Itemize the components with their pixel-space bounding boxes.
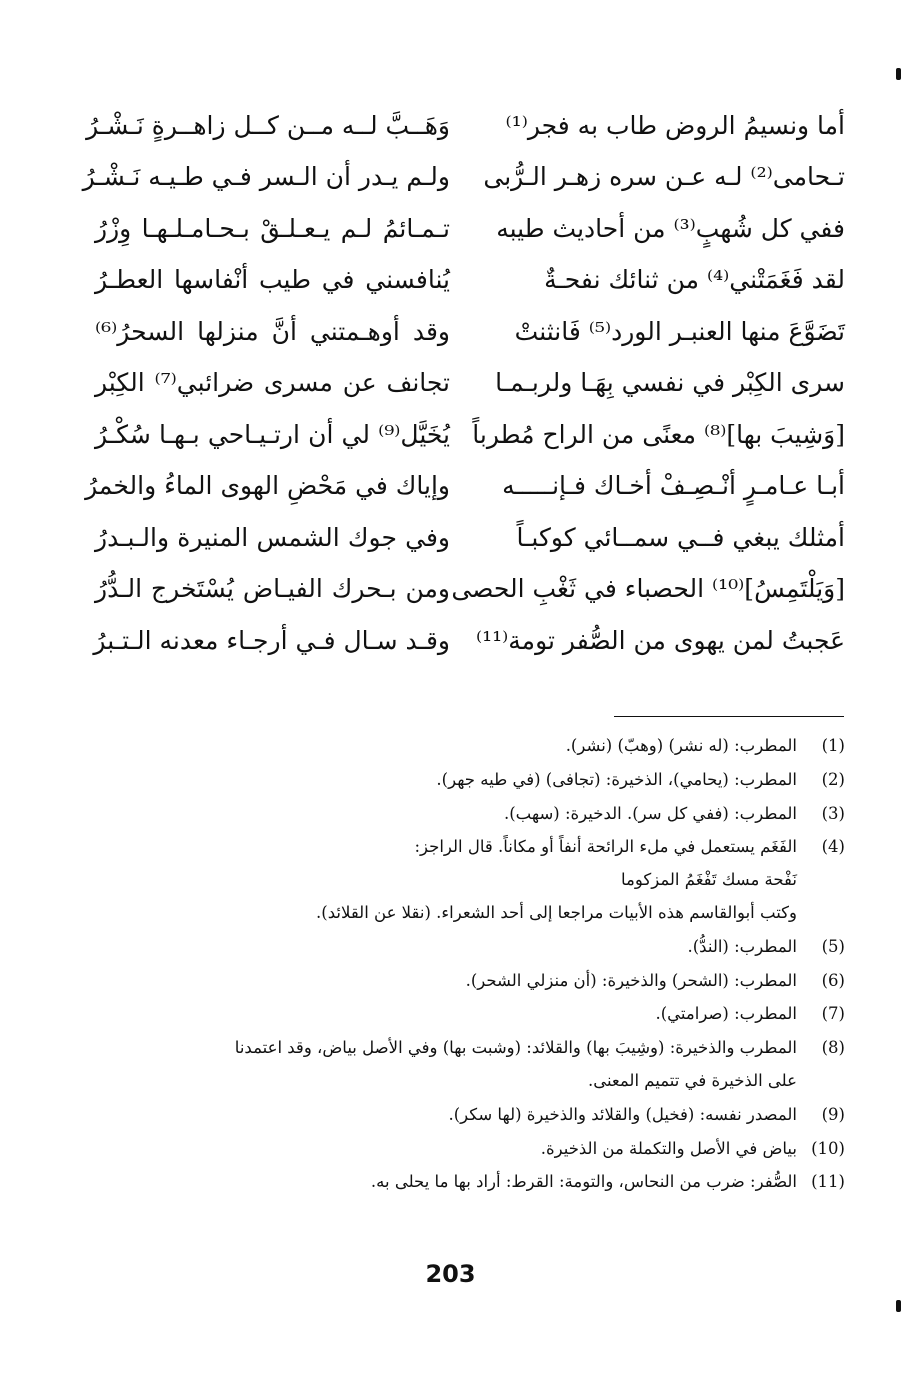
verse-second-hemistich: وفي جوك الشمس المنيرة والـبـدرُ (95, 522, 450, 552)
footnote-quote: نَفْحة مسك تَفْغَمُ المزكوما (620, 870, 797, 890)
poem-verse (95, 306, 845, 358)
footnote-number: (3) (821, 803, 845, 823)
verse-second-hemistich: يُخَيَّل⁽⁹⁾ لي أن ارتـيـاحي بـهـا سُكْـرُ (95, 419, 450, 449)
verse-second-hemistich: وَهَــبَّ لــه مــن كــل زاهــرةٍ نَـشْـرُ (86, 110, 450, 140)
verse-first-hemistich: أما ونسيمُ الروض طاب به فجر⁽¹⁾ (505, 110, 845, 140)
footnote-text: المطرب والذخيرة: (وشِيبَ بها) والقلائد: (وشبت بها) وفي الأصل بياض، وقد اعتمدنا (234, 1038, 797, 1058)
poem-verse (86, 100, 845, 152)
footnotes (108, 736, 845, 1206)
poem-verse (85, 461, 845, 513)
footnote-number: (9) (821, 1104, 845, 1124)
footnote (108, 1139, 845, 1159)
poem (82, 100, 845, 667)
footnote-text: وكتب أبوالقاسم هذه الأبيات مراجعا إلى أحد الشعراء. (نقلا عن القلائد). (316, 902, 797, 922)
poem-verse (95, 409, 845, 461)
footnote (108, 1004, 845, 1024)
poem-verse (82, 152, 845, 204)
footnote-number: (10) (811, 1138, 845, 1158)
footnote-text: الفَغَم يستعمل في ملء الرائحة أنفاً أو مكاناً. قال الراجز: (414, 837, 797, 857)
footnote-text: المطرب: (له نشر) (وهبّ) (نشر). (565, 736, 797, 755)
footnote-number: (11) (811, 1172, 845, 1192)
footnote (108, 736, 845, 756)
poem-verse (95, 203, 845, 255)
poem-verse (95, 358, 845, 410)
footnote-number: (4) (821, 837, 845, 857)
verse-first-hemistich: ففي كل شُهبٍ⁽³⁾ من أحاديث طيبه (496, 213, 845, 243)
poem-verse (95, 615, 845, 667)
verse-second-hemistich: وقـد سـال فـي أرجـاء معدنه الـتـبرُ (93, 625, 450, 655)
footnote (108, 1172, 845, 1192)
footnote (108, 937, 845, 957)
scan-edge-mark (896, 1300, 901, 1312)
verse-first-hemistich: أمثلك يبغي فــي سمــائي كوكبـاً (516, 522, 845, 552)
verse-second-hemistich: ومن بـحرك الفيـاض يُسْتَخرج الـدُّرُ (95, 574, 450, 604)
footnote-number: (8) (821, 1038, 845, 1058)
footnote-text: بياض في الأصل والتكملة من الذخيرة. (540, 1138, 797, 1158)
footnote-text: المطرب: (الندُّ). (687, 936, 797, 956)
verse-second-hemistich: وقد أوهـمتني أنَّ منزلها السحرُ⁽⁶⁾ (95, 316, 450, 346)
footnote-number: (5) (821, 936, 845, 956)
footnote (108, 1038, 845, 1091)
verse-second-hemistich: ولـم يـدر أن الـسر فـي طـيـه نَـشْـرُ (82, 162, 450, 192)
footnote-number: (7) (821, 1004, 845, 1024)
footnote (108, 770, 845, 790)
poem-verse (95, 512, 845, 564)
footnote-text: الصُّفر: ضرب من النحاس، والتومة: القرط: أراد بها ما يحلى به. (370, 1172, 797, 1192)
footnote-number: (2) (821, 769, 845, 789)
footnote-number: (6) (821, 970, 845, 990)
verse-second-hemistich: تـمـائمُ لـم يـعـلـقْ بـحـامـلـهـا وِزْرُ (95, 213, 450, 243)
verse-first-hemistich: لقد فَغَمَتْني⁽⁴⁾ من ثنائك نفحـةٌ (544, 265, 845, 295)
verse-first-hemistich: أبـا عـامـرٍ أنْـصِـفْ أخـاك فـإنـــــه (502, 471, 845, 501)
verse-first-hemistich: [وَيَلْتَمِسُ]⁽¹⁰⁾ الحصباء في ثَغْبِ الحصى (451, 574, 845, 604)
verse-second-hemistich: يُنافسني في طيب أنْفاسها العطـرُ (95, 265, 450, 295)
page-number: 203 (425, 1260, 476, 1288)
footnote-text: المطرب: (صرامتي). (655, 1004, 797, 1024)
footnote-text: المطرب: (ففي كل سر). الدخيرة: (سهب). (503, 803, 797, 823)
poem-verse (95, 564, 845, 616)
footnote-separator (614, 716, 844, 717)
footnote (108, 1105, 845, 1125)
scan-edge-mark (896, 68, 901, 80)
verse-second-hemistich: تجانف عن مسرى ضرائبي⁽⁷⁾ الكِبْر (95, 368, 451, 398)
verse-first-hemistich: [وَشِيبَ بها]⁽⁸⁾ معنًى من الراح مُطرباً (472, 419, 845, 449)
verse-first-hemistich: سرى الكِبْر في نفسي بِهَـا ولربـمـا (495, 368, 845, 398)
footnote-text: المطرب: (الشحر) والذخيرة: (أن منزلي الشحر). (465, 970, 797, 990)
verse-second-hemistich: وإياك في مَحْضِ الهوى الماءُ والخمرُ (85, 471, 450, 501)
footnote (108, 837, 845, 922)
verse-first-hemistich: تَضَوَّعَ منها العنبـر الورد⁽⁵⁾ فَانثنتْ (514, 316, 845, 346)
verse-first-hemistich: تـحامى⁽²⁾ لـه عـن سره زهـر الـرُّبى (483, 162, 845, 192)
footnote (108, 971, 845, 991)
footnote-text: المصدر نفسه: (فخيل) والقلائد والذخيرة (لها سكر). (448, 1104, 797, 1124)
footnote-number: (1) (821, 736, 845, 755)
footnote-text: على الذخيرة في تتميم المعنى. (587, 1070, 797, 1090)
footnote (108, 804, 845, 824)
poem-verse (95, 255, 845, 307)
footnote-text: المطرب: (يحامي)، الذخيرة: (تجافى) (في طيه جهر). (436, 769, 797, 789)
verse-first-hemistich: عَجبتُ لمن يهوى من الصُّفر تومة⁽¹¹⁾ (475, 625, 845, 655)
